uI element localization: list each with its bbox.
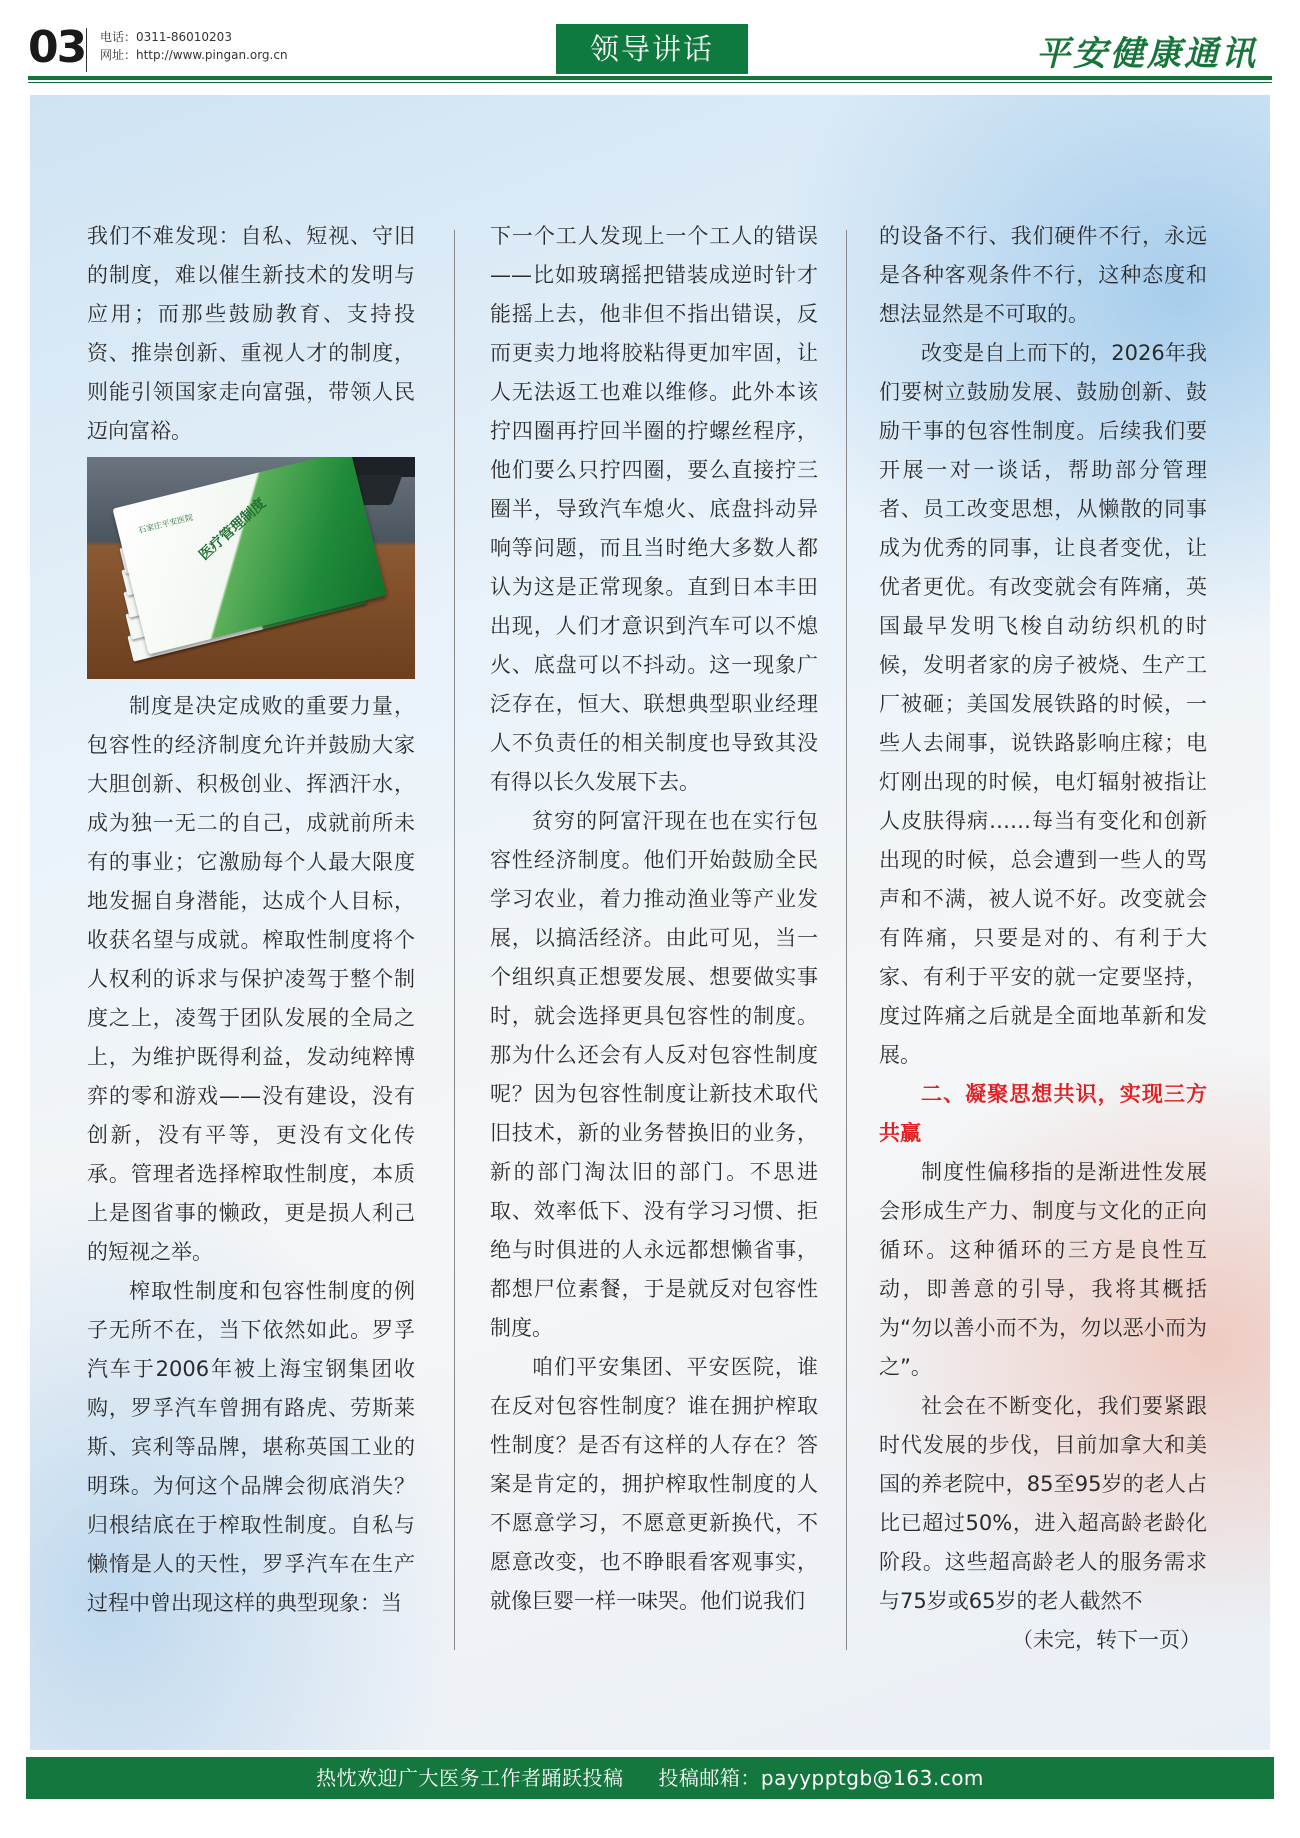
article-column-1 (87, 217, 415, 1623)
website-link[interactable]: 网址：http://www.pingan.org.cn (100, 48, 288, 62)
book-stack-photo (87, 457, 415, 679)
book-logo: 石家庄平安医院 (137, 512, 194, 536)
paragraph: 制度性偏移指的是渐进性发展会形成生产力、制度与文化的正向循环。这种循环的三方是良性互动，即善意的引导，我将其概括为“勿以善小而不为，勿以恶小而为之”。 (879, 1160, 1207, 1379)
paragraph: 社会在不断变化，我们要紧跟时代发展的步伐，目前加拿大和美国的养老院中，85至95岁的老人占比已超过50%，进入超高龄老龄化阶段。这些超高龄老人的服务需求与75岁或65岁的老人截然不 (879, 1394, 1207, 1613)
paragraph: 的设备不行、我们硬件不行，永远是各种客观条件不行，这种态度和想法显然是不可取的。 (879, 224, 1207, 326)
section-subheading: 二、凝聚思想共识，实现三方共赢 (879, 1082, 1207, 1145)
submission-email[interactable]: 投稿邮箱：payypptgb@163.com (658, 1766, 984, 1790)
header-rule-thin (28, 82, 1272, 83)
column-divider (454, 230, 455, 1650)
book-title: 医疗管理制度 (196, 495, 270, 564)
article-column-2 (490, 217, 818, 1621)
paragraph: 榨取性制度和包容性制度的例子无所不在，当下依然如此。罗孚汽车于2006年被上海宝钢集团收购，罗孚汽车曾拥有路虎、劳斯莱斯、宾利等品牌，堪称英国工业的明珠。为何这个品牌会彻底消失？归根结底在于榨取性制度。自私与懒惰是人的天性，罗孚汽车在生产过程中曾出现这样的典型现象：当 (87, 1279, 415, 1615)
header-rule (28, 76, 1272, 80)
paragraph: 贫穷的阿富汗现在也在实行包容性经济制度。他们开始鼓励全民学习农业，着力推动渔业等产业发展，以搞活经济。由此可见，当一个组织真正想要发展、想要做实事时，就会选择更具包容性的制度。那为什么还会有人反对包容性制度呢？因为包容性制度让新技术取代旧技术，新的业务替换旧的业务，新的部门淘汰旧的部门。不思进取、效率低下、没有学习习惯、拒绝与时俱进的人永远都想懒省事，都想尸位素餐，于是就反对包容性制度。 (490, 809, 818, 1340)
column-divider (846, 230, 847, 1650)
paragraph: 我们不难发现：自私、短视、守旧的制度，难以催生新技术的发明与应用；而那些鼓励教育、支持投资、推崇创新、重视人才的制度，则能引领国家走向富强，带领人民迈向富裕。 (87, 224, 415, 443)
paragraph: 咱们平安集团、平安医院，谁在反对包容性制度？谁在拥护榨取性制度？是否有这样的人存在？答案是肯定的，拥护榨取性制度的人不愿意学习，不愿意更新换代，不愿意改变，也不睁眼看客观事实，就像巨婴一样一味哭。他们说我们 (490, 1355, 818, 1613)
submission-invite: 热忱欢迎广大医务工作者踊跃投稿 (316, 1766, 624, 1790)
brand-logo: 平安健康通讯 (1036, 34, 1258, 74)
page-number: 03 (28, 22, 86, 73)
paragraph: 下一个工人发现上一个工人的错误——比如玻璃摇把错装成逆时针才能摇上去，他非但不指出错误，反而更卖力地将胶粘得更加牢固，让人无法返工也难以维修。此外本该拧四圈再拧回半圈的拧螺丝程序，他们要么只拧四圈，要么直接拧三圈半，导致汽车熄火、底盘抖动异响等问题，而且当时绝大多数人都认为这是正常现象。直到日本丰田出现，人们才意识到汽车可以不熄火、底盘可以不抖动。这一现象广泛存在，恒大、联想典型职业经理人不负责任的相关制度也导致其没有得以长久发展下去。 (490, 224, 818, 794)
page-header (28, 18, 1272, 78)
header-divider (86, 28, 87, 72)
book-cover (112, 457, 386, 654)
section-title: 领导讲话 (556, 24, 748, 74)
page-footer (26, 1757, 1274, 1799)
article-body (30, 95, 1270, 1750)
article-column-3 (879, 217, 1207, 1660)
paragraph: 改变是自上而下的，2026年我们要树立鼓励发展、鼓励创新、鼓励干事的包容性制度。后续我们要开展一对一谈话，帮助部分管理者、员工改变思想，从懒散的同事成为优秀的同事，让良者变优，让优者更优。有改变就会有阵痛，英国最早发明飞梭自动纺织机的时候，发明者家的房子被烧、生产工厂被砸；美国发展铁路的时候，一些人去闹事，说铁路影响庄稼；电灯刚出现的时候，电灯辐射被指让人皮肤得病……每当有变化和创新出现的时候，总会遭到一些人的骂声和不满，被人说不好。改变就会有阵痛，只要是对的、有利于大家、有利于平安的就一定要坚持，度过阵痛之后就是全面地革新和发展。 (879, 341, 1207, 1067)
contact-info (100, 28, 288, 64)
phone-text: 电话：0311-86010203 (100, 30, 232, 44)
continued-note: （未完，转下一页） (1012, 1628, 1201, 1652)
paragraph: 制度是决定成败的重要力量，包容性的经济制度允许并鼓励大家大胆创新、积极创业、挥洒汗水，成为独一无二的自己，成就前所未有的事业；它激励每个人最大限度地发掘自身潜能，达成个人目标，收获名望与成就。榨取性制度将个人权利的诉求与保护凌驾于整个制度之上，凌驾于团队发展的全局之上，为维护既得利益，发动纯粹博弈的零和游戏——没有建设，没有创新，没有平等，更没有文化传承。管理者选择榨取性制度，本质上是图省事的懒政，更是损人利己的短视之举。 (87, 694, 415, 1264)
